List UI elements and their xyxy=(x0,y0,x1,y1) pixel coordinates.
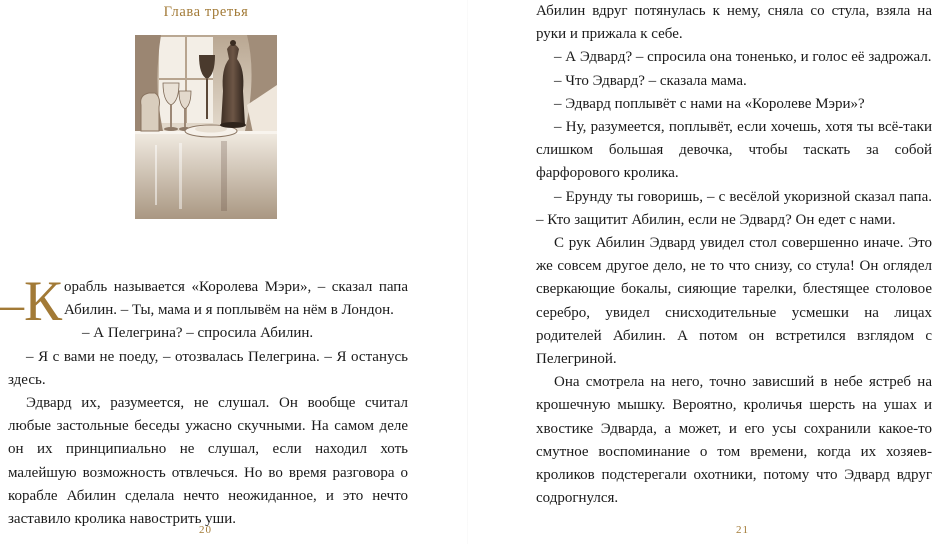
chapter-title: Глава третья xyxy=(163,4,249,20)
paragraph-text: орабль называется «Королева Мэри», – сказал папа Абилин. – Ты, мама и я поплывём на нём в Лондон. xyxy=(64,279,408,319)
paragraph: – Эдвард поплывёт с нами на «Королеве Мэри»? xyxy=(554,95,865,112)
paragraph: – А Эдвард? – спросила она тоненько, и голос её задрожал. xyxy=(554,49,932,66)
paragraph: Абилин вдруг потянулась к нему, сняла со стула, взяла на руки и прижала к себе. xyxy=(536,3,932,43)
paragraph: Эдвард их, разумеется, не слушал. Он вообще считал любые застольные беседы ужасно скучными. На самом деле он их принципиально не слушал, если находил хоть малейшую возможность отвлечься. Но во время разговора о корабле Абилин сделала нечто неожиданное, и это нечто заставило кролика навострить уши. xyxy=(8,395,408,528)
table-still-life-illustration xyxy=(135,35,277,219)
drop-cap-letter: К xyxy=(24,270,63,333)
paragraph: – Ну, разумеется, поплывёт, если хочешь, хотя ты всё-таки слишком большая девочка, чтобы таскать за собой фарфорового кролика. xyxy=(536,119,932,182)
opening-paragraph xyxy=(0,270,408,333)
paragraph: С рук Абилин Эдвард увидел стол совершенно иначе. Это же совсем другое дело, не то что снизу, со стула! Он оглядел сверкающие бокалы, сияющие тарелки, блестящее столовое серебро, увидел снисходительные усмешки на лицах родителей Абилин. А потом он встретился взглядом с Пелегриной. xyxy=(536,235,932,368)
drop-cap-dash: – xyxy=(0,278,24,331)
left-page-text xyxy=(0,270,408,531)
right-page-text xyxy=(536,0,932,510)
page-number-right: 21 xyxy=(736,524,749,536)
page-number-left: 20 xyxy=(199,524,212,536)
paragraph: Она смотрела на него, точно зависший в небе ястреб на крошечную мышку. Вероятно, кроличья шерсть на ушах и хвостике Эдварда, а может, и его усы сохранили какое-то смутное воспоминание о том времени, когда их хозяев-кроликов подстерегали охотники, потому что Эдвард вдруг содрогнулся. xyxy=(536,374,932,507)
paragraph: – Ерунду ты говоришь, – с весёлой укоризной сказал папа. – Кто защитит Абилин, если не Эдвард? Он едет с нами. xyxy=(536,188,932,228)
paragraph: – Что Эдвард? – сказала мама. xyxy=(554,72,747,89)
drop-cap xyxy=(0,270,63,333)
paragraph: – Я с вами не поеду, – отозвалась Пелегрина. – Я останусь здесь. xyxy=(8,348,408,388)
paragraph: – А Пелегрина? – спросила Абилин. xyxy=(82,325,314,342)
